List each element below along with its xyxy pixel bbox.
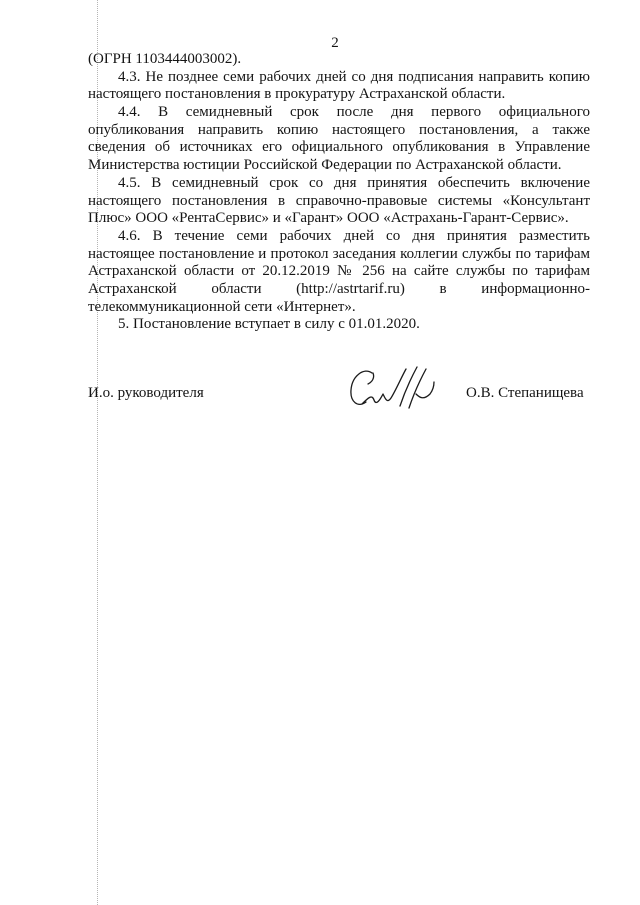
text-line: настоящего постановления в справочно-правовые системы «Консультант <box>88 192 590 209</box>
text-line: Министерства юстиции Российской Федерации по Астраханской области. <box>88 157 562 174</box>
handwritten-signature <box>346 364 436 412</box>
page-number: 2 <box>331 35 339 51</box>
text-line: опубликования направить копию настоящего постановления, а также <box>88 121 590 138</box>
paragraph <box>88 316 590 334</box>
text-line: 4.4. В семидневный срок после дня первого официального <box>118 104 590 121</box>
text-line: 4.6. В течение семи рабочих дней со дня принятия разместить <box>118 227 590 244</box>
signatory-position: И.о. руководителя <box>88 385 204 401</box>
paragraph <box>88 104 590 175</box>
text-line: Астраханской области от 20.12.2019 № 256 на сайте службы по тарифам <box>88 263 590 280</box>
text-line: настоящее постановление и протокол заседания коллегии службы по тарифам <box>88 245 590 262</box>
text-line: Астраханской области (http://astrtarif.ru) в информационно- <box>88 280 590 297</box>
paragraph <box>88 228 590 316</box>
text-line: телекоммуникационной сети «Интернет». <box>88 298 356 315</box>
paragraph <box>88 175 590 228</box>
signature-block <box>0 384 640 404</box>
text-line: 5. Постановление вступает в силу с 01.01.2020. <box>118 316 420 333</box>
text-line: настоящего постановления в прокуратуру Астраханской области. <box>88 86 506 103</box>
text-line: Плюс» ООО «РентаСервис» и «Гарант» ООО «Астрахань-Гарант-Сервис». <box>88 210 569 227</box>
signatory-name: О.В. Степанищева <box>466 385 584 401</box>
document-body <box>88 51 590 334</box>
text-line: 4.3. Не позднее семи рабочих дней со дня подписания направить копию <box>118 68 590 85</box>
text-line: (ОГРН 1103444003002). <box>88 51 242 67</box>
text-line: сведения об источниках его официального опубликования в Управление <box>88 139 590 156</box>
text-line: 4.5. В семидневный срок со дня принятия обеспечить включение <box>118 174 590 191</box>
paragraph <box>88 51 590 69</box>
paragraph <box>88 69 590 104</box>
